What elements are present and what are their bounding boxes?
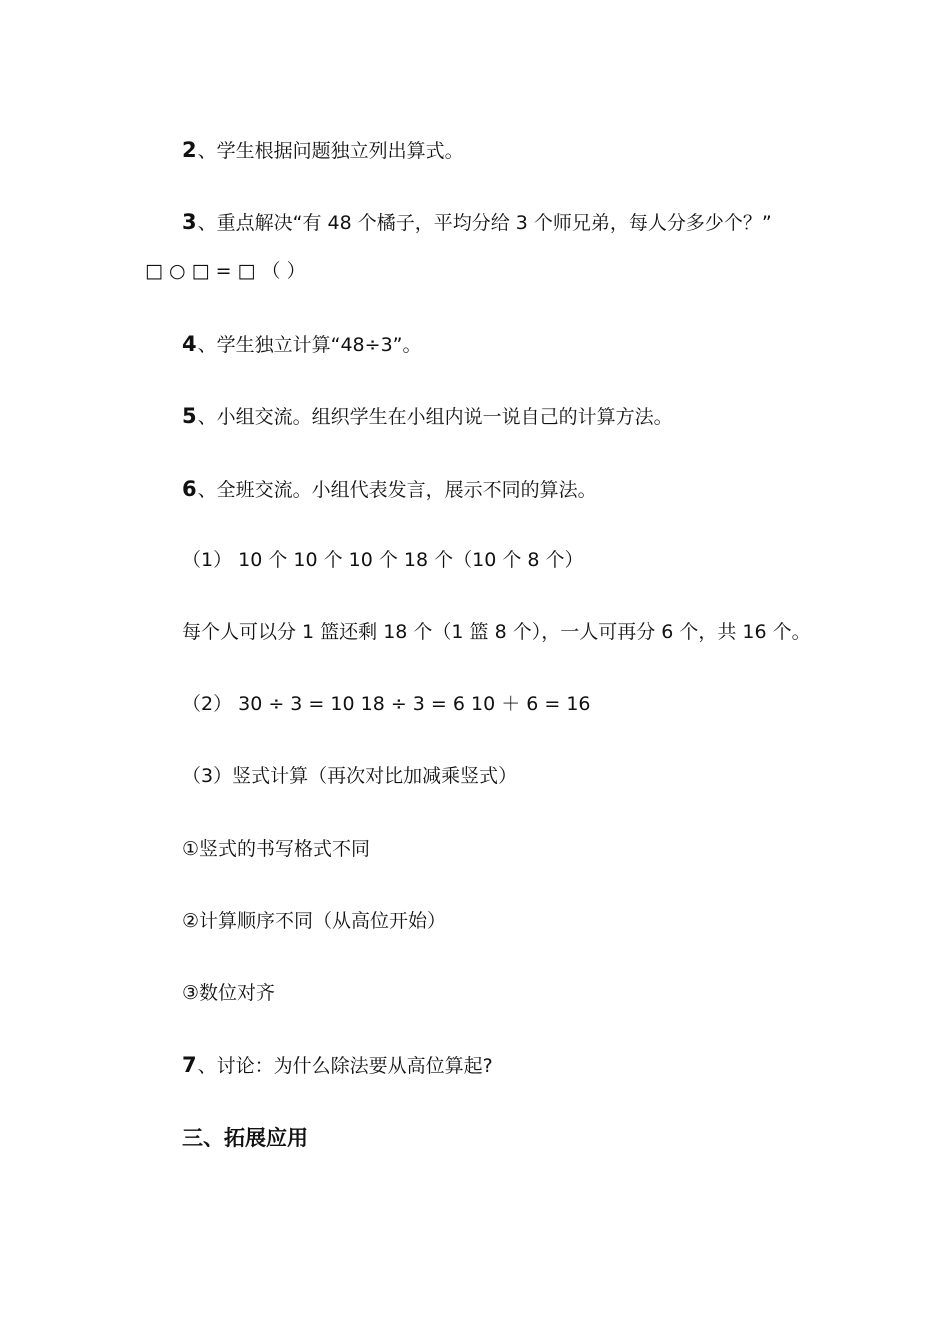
step-number: 7 [182, 1053, 197, 1077]
step-text: 、重点解决“有 48 个橘子，平均分给 3 个师兄弟，每人分多少个？” [197, 212, 772, 234]
step-number: 5 [182, 404, 197, 428]
section-heading: 三、拓展应用 [182, 1126, 308, 1150]
step-number: 4 [182, 332, 197, 356]
method-text: （3）竖式计算（再次对比加减乘竖式） [182, 765, 518, 787]
step-text: 、小组交流。组织学生在小组内说一说自己的计算方法。 [197, 406, 673, 428]
step-3-line [182, 210, 772, 235]
method-text: （2） 30 ÷ 3 = 10 18 ÷ 3 = 6 10 ＋ 6 = 16 [182, 693, 591, 715]
point-text: ①竖式的书写格式不同 [182, 838, 371, 860]
method-1-explanation [182, 620, 811, 644]
point-3-line [182, 981, 275, 1005]
step-5-line [182, 404, 673, 429]
step-number: 6 [182, 477, 197, 501]
step-text: 、讨论：为什么除法要从高位算起? [197, 1055, 493, 1077]
method-1-line [182, 548, 584, 572]
method-2-line [182, 692, 591, 716]
point-2-line [182, 909, 446, 933]
step-number: 3 [182, 210, 197, 234]
step-text: 、全班交流。小组代表发言，展示不同的算法。 [197, 479, 597, 501]
step-text: 、学生独立计算“48÷3”。 [197, 334, 422, 356]
step-text: 、学生根据问题独立列出算式。 [197, 140, 464, 162]
step-2-line [182, 138, 464, 163]
method-3-line [182, 764, 517, 788]
method-text: （1） 10 个 10 个 10 个 18 个（10 个 8 个） [182, 549, 584, 571]
equation-template-line [145, 259, 306, 283]
explanation-text: 每个人可以分 1 篮还剩 18 个（1 篮 8 个），一人可再分 6 个，共 16 个。 [182, 621, 811, 643]
point-text: ③数位对齐 [182, 982, 276, 1004]
step-number: 2 [182, 138, 197, 162]
point-text: ②计算顺序不同（从高位开始） [182, 910, 447, 932]
step-6-line [182, 477, 597, 502]
step-7-line [182, 1053, 493, 1078]
point-1-line [182, 837, 370, 861]
equation-template: □ ○ □ = □ （ ） [145, 260, 306, 282]
step-4-line [182, 332, 422, 357]
